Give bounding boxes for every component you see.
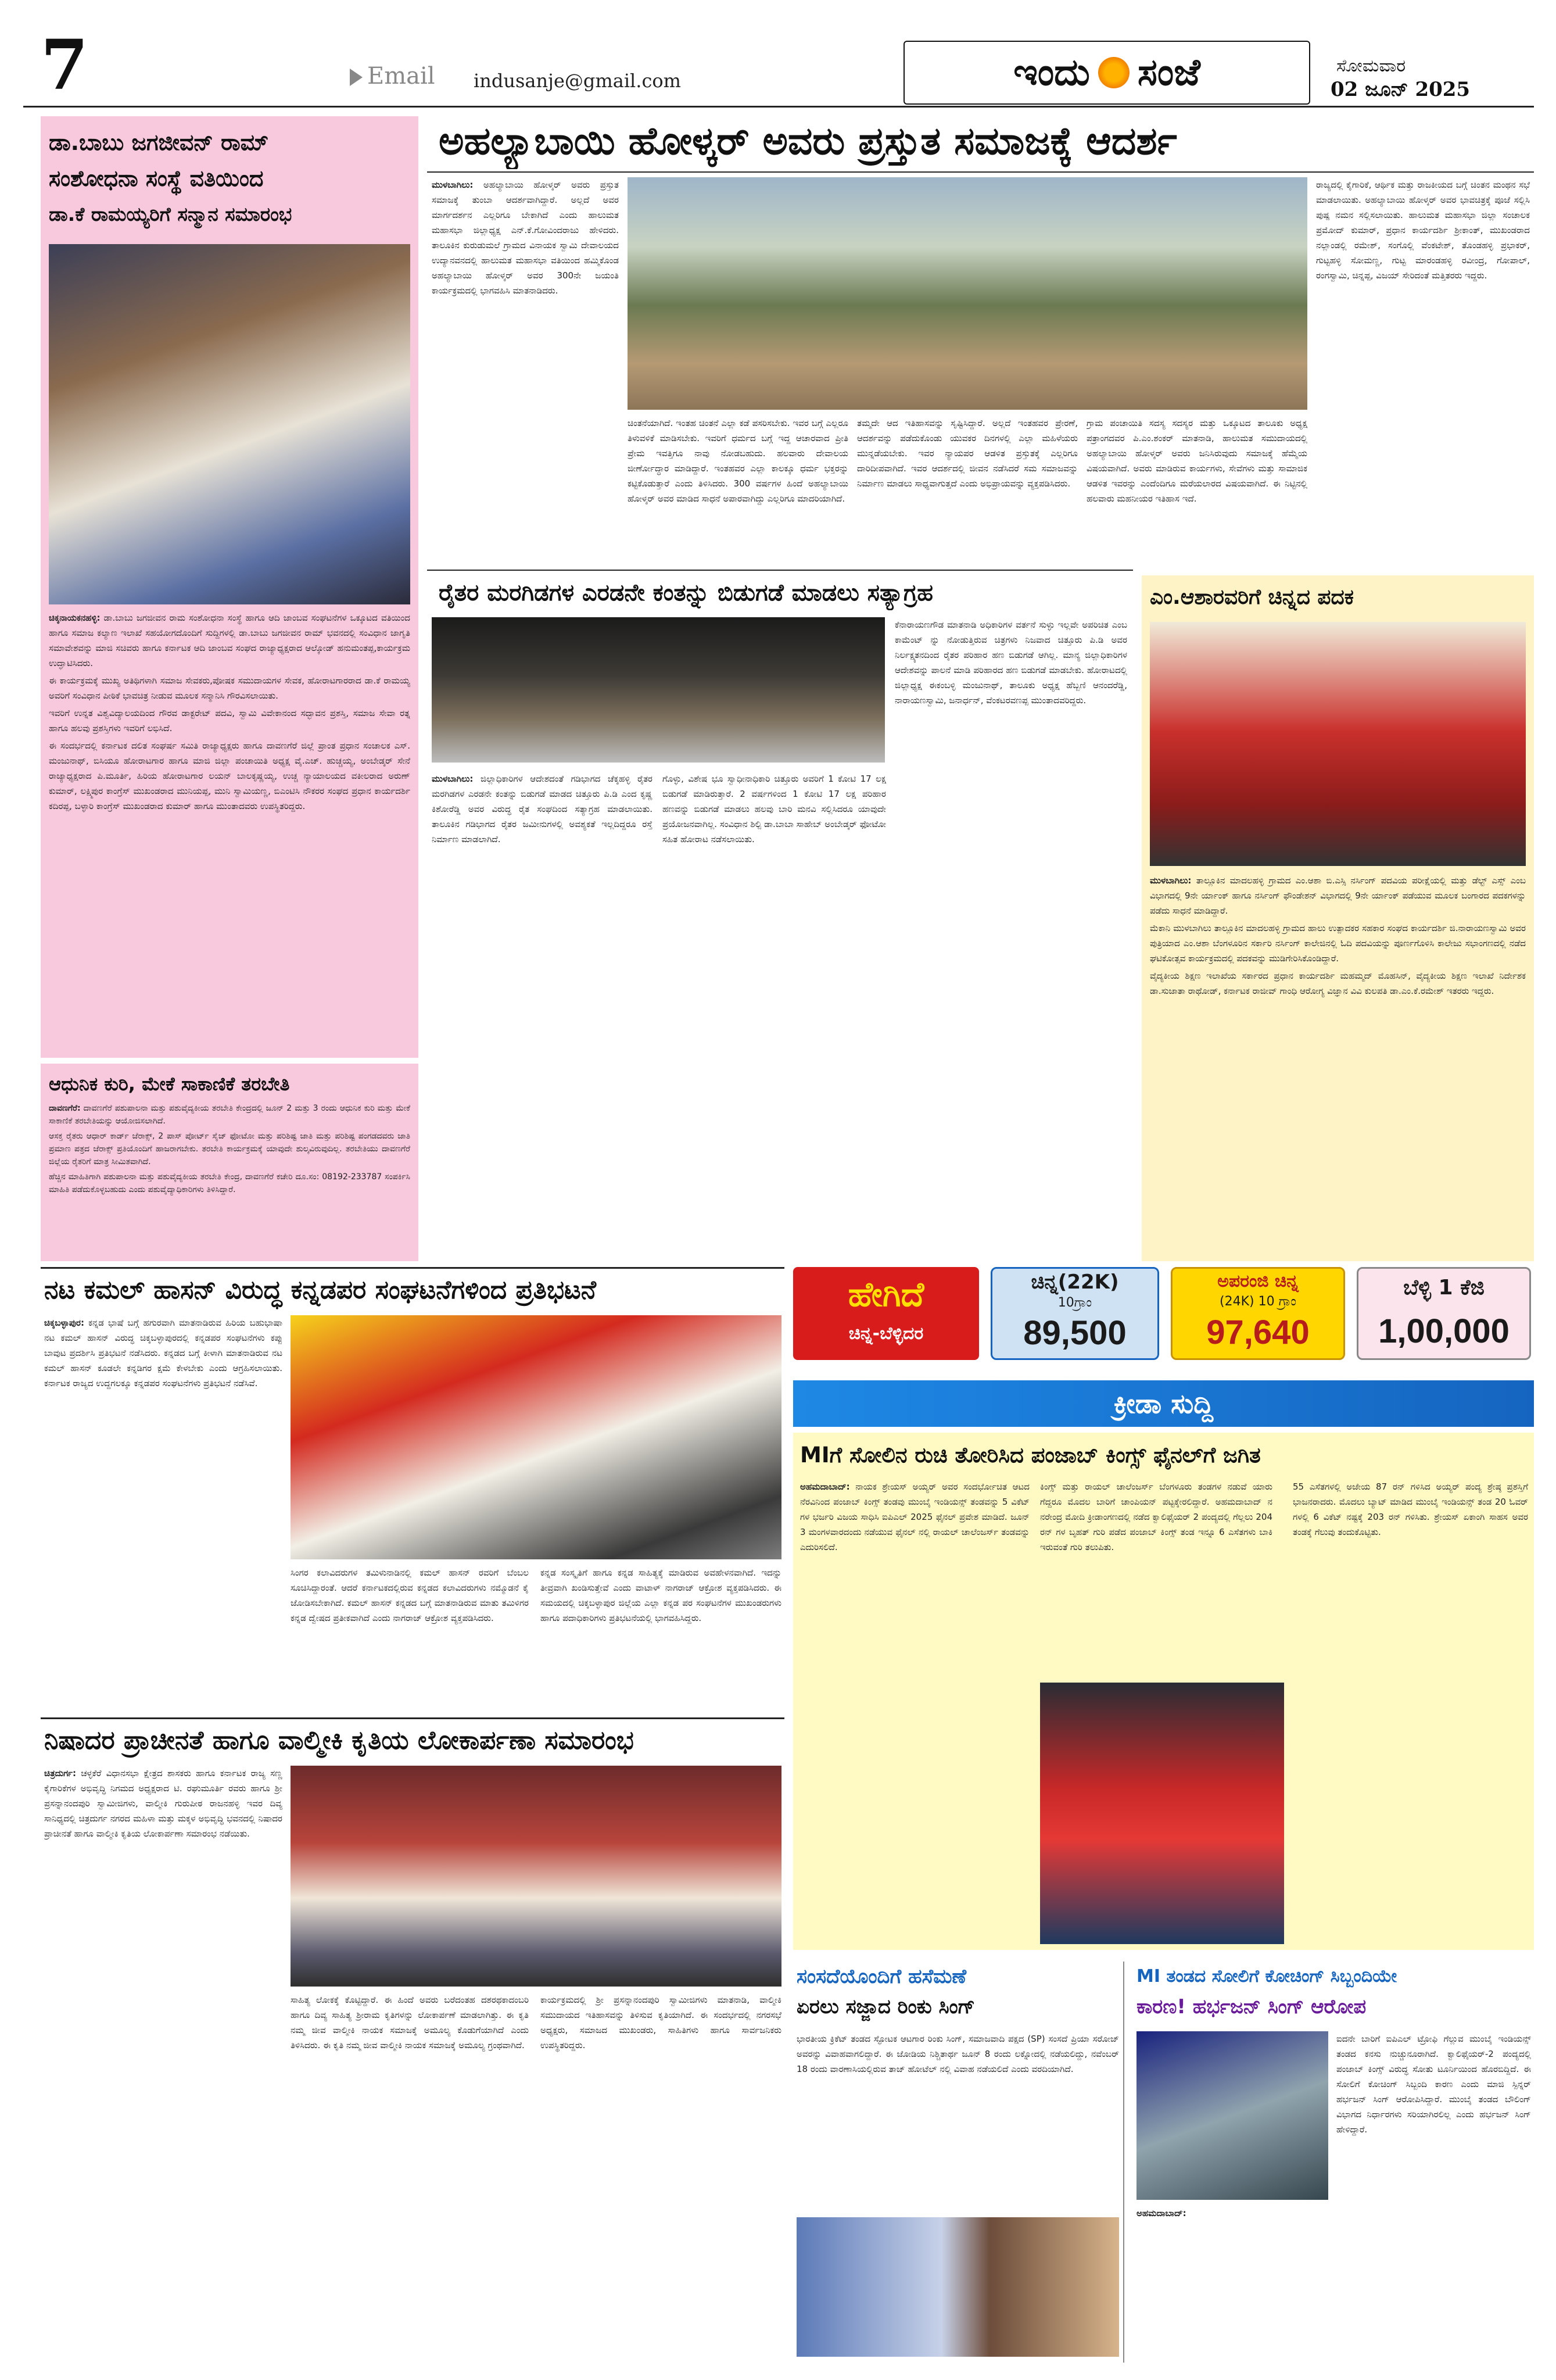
paragraph: ಕಾರ್ಯಕ್ರಮದಲ್ಲಿ ಶ್ರೀ ಪ್ರಸನ್ನಾನಂದಪುರಿ ಸ್ವಾಮೀಜಿಗಳು ಮಾತನಾಡಿ, ವಾಲ್ಮೀಕಿ ಸಮುದಾಯದ ಇತಿಹಾಸವನ್ನು ತಿಳಿಸುವ ಕೃತಿಯಾಗಿದೆ. ಈ ಸಂದರ್ಭದಲ್ಲಿ ನಗರಸಭೆ ಅಧ್ಯಕ್ಷರು, ಸಮಾಜದ ಮುಖಂಡರು, ಸಾಹಿತಿಗಳು ಹಾಗೂ ಸಾರ್ವಜನಿಕರು ಉಪಸ್ಥಿತರಿದ್ದರು. xyxy=(540,1995,781,2050)
rinku-body xyxy=(797,2031,1119,2211)
sports-main-story xyxy=(793,1433,1534,1950)
kamal-col1 xyxy=(44,1315,282,1710)
kamal-col3 xyxy=(540,1565,781,1710)
cricket-photo xyxy=(1040,1683,1284,1944)
valmiki-col1 xyxy=(44,1766,282,2358)
paragraph: ಈ ಸಂದರ್ಭದಲ್ಲಿ ಕರ್ನಾಟಕ ದಲಿತ ಸಂಘರ್ಷ ಸಮಿತಿ ರಾಜ್ಯಾಧ್ಯಕ್ಷರು ಹಾಗೂ ದಾವಣಗೆರೆ ಜಿಲ್ಲೆ ಪ್ರಾಂತ ಪ್ರಧಾನ ಸಂಚಾಲಕ ಎಸ್. ಮಂಜುನಾಥ್, ಬಿಸಿಯೂ ಹೋರಾಟಗಾರ ಹಾಗೂ ಮಾಜಿ ಜಿಲ್ಲಾ ಪಂಚಾಯಿತಿ ಅಧ್ಯಕ್ಷ ವೈ.ಎಚ್. ಹುಚ್ಚಯ್ಯ, ಅಂಬೇಡ್ಕರ್ ಸೇನೆ ರಾಜ್ಯಾಧ್ಯಕ್ಷರಾದ ಪಿ.ಮೂರ್ತಿ, ಹಿರಿಯ ಹೋರಾಟಗಾರ ಲಯನ್ ಬಾಲಕೃಷ್ಣಯ್ಯ, ಉಚ್ಚ ನ್ಯಾಯಾಲಯದ ವಕೀಲರಾದ ಅರುಣ್ ಕುಮಾರ್, ಲಕ್ಷ್ಮಿಪುರ ಕಾಂಗ್ರೆಸ್ ಮುಖಂಡರಾದ ಮುನಿಯಪ್ಪ, ಮುನಿ ಸ್ವಾಮಿಯಣ್ಣ, ಬಿಎಂಟಿಸಿ ನೌಕರರ ಸಂಘದ ಪ್ರಧಾನ ಕಾರ್ಯದರ್ಶಿ ಕದಿರಪ್ಪ, ಬಳ್ಳಾರಿ ಕಾಂಗ್ರೆಸ್ ಮುಖಂಡರಾದ ಕುಮಾರ್ ಹಾಗೂ ಮುಂತಾದವರು ಉಪಸ್ಥಿತರಿದ್ದರು. xyxy=(49,740,410,811)
rinku-story xyxy=(793,1962,1124,2363)
sports-title: ಕ್ರೀಡಾ ಸುದ್ದಿ xyxy=(1113,1388,1214,1419)
email-label: Email xyxy=(367,63,435,90)
valmiki-story xyxy=(41,1717,784,2363)
gold-medal-story xyxy=(1142,575,1534,1261)
masthead-day: ಸೋಮವಾರ xyxy=(1336,56,1406,76)
harbhajan-story xyxy=(1133,1962,1534,2363)
farmers-story xyxy=(427,570,1133,1261)
protest-photo xyxy=(432,617,885,763)
paragraph: ಈ ಕಾರ್ಯಕ್ರಮಕ್ಕೆ ಮುಖ್ಯ ಅತಿಥಿಗಳಾಗಿ ಸಮಾಜ ಸೇವಕರು,ಪೋಷಕ ಸಮುದಾಯಗಳ ಸೇವಕ, ಹೋರಾಟಗಾರರಾದ ಡಾ.ಕೆ ರಾಮಯ್ಯ ಅವರಿಗೆ ಸಂವಿಧಾನ ಪೀಠಿಕೆ ಭಾವಚಿತ್ರ ನೀಡುವ ಮೂಲಕ ಸನ್ಮಾನಿಸಿ ಗೌರವಿಸಲಾಯಿತು. xyxy=(49,675,410,701)
paragraph: ಚಿಂತನೆಯಾಗಿದೆ. ಇಂತಹ ಚಿಂತನೆ ಎಲ್ಲಾ ಕಡೆ ಪಸರಿಸಬೇಕು. ಇವರ ಬಗ್ಗೆ ಎಲ್ಲರೂ ತಿಳುವಳಿಕೆ ಮಾಡಿಸಬೇಕು. ಇವರಿಗೆ ಧರ್ಮದ ಬಗ್ಗೆ ಇದ್ದ ಆಚಾರವಾದ ಪ್ರೀತಿ ಪ್ರೇಮ ಇವತ್ತಿಗೂ ನಾವು ನೋಡಬಹುದು. ಹಲವಾರು ದೇವಾಲಯ ಜೀರ್ಣೋದ್ಧಾರ ಮಾಡಿದ್ದಾರೆ. ಇಂತಹವರ ಎಲ್ಲಾ ಕಾಲಕ್ಕೂ ಧರ್ಮ ಭಕ್ತರನ್ನು ಕಟ್ಟಿಕೊಡುತ್ತಾರೆ ಎಂದು ತಿಳಿಸಿದರು. 300 ವರ್ಷಗಳ ಹಿಂದೆ ಅಹಲ್ಯಾಬಾಯಿ ಹೋಳ್ಕರ್ ಅವರ ಮಾಡಿದ ಸಾಧನೆ ಅಪಾರವಾಗಿದ್ದು ಎಲ್ಲರಿಗೂ ಮಾದರಿಯಾಗಿದೆ. xyxy=(628,418,848,504)
gold-24k-title: ಅಪರಂಜಿ ಚಿನ್ನ xyxy=(1217,1271,1299,1291)
email-arrow-icon xyxy=(350,69,363,86)
dateline: ಚಿತ್ರದುರ್ಗ: xyxy=(44,1768,77,1778)
harbhajan-headline-2: ಕಾರಣ! ಹರ್ಭಜನ್ ಸಿಂಗ್ ಆರೋಪ xyxy=(1136,1995,1367,2018)
left-story-headline xyxy=(49,124,410,232)
gold-rates xyxy=(793,1267,1534,1372)
paragraph: ಸಾಹಿತ್ಯ ಲೋಕಕ್ಕೆ ಕೊಟ್ಟಿದ್ದಾರೆ. ಈ ಹಿಂದೆ ಅವರು ಬರೆದಂತಹ ದಶರಥಕಾದಂಬರಿ ಹಾಗೂ ದಿವ್ಯ ಸಾಹಿತ್ಯ ಶ್ರೀರಾಮ ಕೃತಿಗಳನ್ನು ಲೋಕಾರ್ಪಣೆ ಮಾಡಲಾಗಿತ್ತು. ಈ ಕೃತಿ ನಮ್ಮ ಜೀವ ವಾಲ್ಮೀಕಿ ನಾಯಕ ಸಮಾಜಕ್ಕೆ ಅಮೂಲ್ಯ ಕೊಡುಗೆಯಾಗಿದೆ ಎಂದು ತಿಳಿಸಿದರು. ಈ ಕೃತಿ ನಮ್ಮ ಜೀವ ವಾಲ್ಮೀಕಿ ನಾಯಕ ಸಮಾಜಕ್ಕೆ ಅಮೂಲ್ಯ ಗ್ರಂಥವಾಗಿದೆ. xyxy=(291,1995,529,2050)
paragraph: ಅಹಲ್ಯಾಬಾಯಿ ಹೋಳ್ಕರ್ ಅವರು ಪ್ರಸ್ತುತ ಸಮಾಜಕ್ಕೆ ತುಂಬಾ ಆದರ್ಶವಾಗಿದ್ದಾರೆ. ಅಲ್ಲದೆ ಅವರ ಮಾರ್ಗದರ್ಶನ ಎಲ್ಲರಿಗೂ ಬೇಕಾಗಿದೆ ಎಂದು ಹಾಲುಮತ ಮಹಾಸಭಾ ಜಿಲ್ಲಾಧ್ಯಕ್ಷ ಎನ್.ಕೆ.ಗೋವಿಂದರಾಜು ಹೇಳಿದರು. ತಾಲೂಕಿನ ಕುರುಡುಮಲೆ ಗ್ರಾಮದ ವಿನಾಯಕ ಸ್ವಾಮಿ ದೇವಾಲಯದ ಉದ್ಯಾನವನದಲ್ಲಿ ಹಾಲುಮತ ಮಹಾಸಭಾ ವತಿಯಿಂದ ಹಮ್ಮಿಕೊಂಡ ಅಹಲ್ಯಾಬಾಯಿ ಹೋಳ್ಕರ್ ಅವರ 300ನೇ ಜಯಂತಿ ಕಾರ್ಯಕ್ರಮದಲ್ಲಿ ಭಾಗವಹಿಸಿ ಮಾತನಾಡಿದರು. xyxy=(432,180,619,296)
dateline: ಚಿಕ್ಕಬಳ್ಳಾಪುರ: xyxy=(44,1318,84,1328)
paragraph: ರಾಜ್ಯದಲ್ಲಿ ಕೈಗಾರಿಕೆ, ಆರ್ಥಿಕ ಮತ್ತು ರಾಜಕೀಯದ ಬಗ್ಗೆ ಚಿಂತನ ಮಂಥನ ಸಭೆ ಮಾಡಲಾಯಿತು. ಅಹಲ್ಯಾಬಾಯಿ ಹೋಳ್ಕರ್ ಅವರ ಭಾವಚಿತ್ರಕ್ಕೆ ಪೂಜೆ ಸಲ್ಲಿಸಿ ಪುಷ್ಪ ನಮನ ಸಲ್ಲಿಸಲಾಯಿತು. ಹಾಲುಮತ ಮಹಾಸಭಾ ಜಿಲ್ಲಾ ಸಂಚಾಲಕ ಪ್ರಮೋದ್ ಕುಮಾರ್, ಪ್ರಧಾನ ಕಾರ್ಯದರ್ಶಿ ಶ್ರೀಕಾಂತ್, ಮುಖಂಡರಾದ ನಲ್ಲಾಂಡಲ್ಲಿ ರಮೇಶ್, ಸಂಗೊಲ್ಲಿ ವೆಂಕಟೇಶ್, ತೊಂಡಹಳ್ಳಿ ಪ್ರಭಾಕರ್, ಗುಟ್ಟಹಳ್ಳಿ ಸೋಮಣ್ಣ, ಗುಟ್ಟ ಮಾರಂಡಹಳ್ಳಿ ರವೀಂದ್ರ, ಗೋಪಾಲ್, ರಂಗಸ್ವಾಮಿ, ಚಿನ್ನಪ್ಪ, ವಿಜಯ್ ಸೇರಿದಂತೆ ಮತ್ತಿತರರು ಇದ್ದರು. xyxy=(1316,180,1530,281)
logo-left: ಇಂದು xyxy=(1013,51,1090,94)
training-story xyxy=(41,1064,418,1261)
top-story-col3 xyxy=(857,416,1078,561)
gold-22k-box xyxy=(991,1267,1159,1360)
sports-main-headline: MIಗೆ ಸೋಲಿನ ರುಚಿ ತೋರಿಸಿದ ಪಂಜಾಬ್ ಕಿಂಗ್ಸ್ ಫೈನಲ್‌ಗೆ ಜಗಿತ xyxy=(800,1443,1261,1468)
top-story-col5 xyxy=(1316,177,1530,561)
valmiki-col2 xyxy=(291,1992,529,2358)
dateline: ಅಹಮದಾಬಾದ್: xyxy=(800,1481,850,1492)
dateline: ದಾವಣಗೆರೆ: xyxy=(49,1104,81,1113)
top-story-col1 xyxy=(432,177,619,561)
paragraph: ಕನ್ನಡ ಭಾಷೆ ಬಗ್ಗೆ ಹಗುರವಾಗಿ ಮಾತನಾಡಿರುವ ಹಿರಿಯ ಬಹುಭಾಷಾ ನಟ ಕಮಲ್ ಹಾಸನ್ ವಿರುದ್ಧ ಚಿಕ್ಕಬಳ್ಳಾಪುರದಲ್ಲಿ ಕನ್ನಡಪರ ಸಂಘಟನೆಗಳು ಕಪ್ಪು ಬಾವುಟ ಪ್ರದರ್ಶಿಸಿ ಪ್ರತಿಭಟನೆ ನಡೆಸಿದರು. ಕನ್ನಡದ ಬಗ್ಗೆ ಕೀಳಾಗಿ ಮಾತನಾಡಿರುವ ನಟ ಕಮಲ್ ಹಾಸನ್ ಕೂಡಲೇ ಕನ್ನಡಿಗರ ಕ್ಷಮೆ ಕೇಳಬೇಕು ಎಂದು ಆಗ್ರಹಿಸಲಾಯಿತು. ಕರ್ನಾಟಕ ರಾಜ್ಯದ ಉದ್ದಗಲಕ್ಕೂ ಕನ್ನಡಪರ ಸಂಘಟನೆಗಳು ಪ್ರತಿಭಟನೆ ನಡೆಸಿವೆ. xyxy=(44,1318,282,1388)
rinku-headline-1: ಸಂಸದೆಯೊಂದಿಗೆ ಹಸೆಮಣೆ xyxy=(797,1965,967,1988)
sports-main-col1 xyxy=(800,1479,1030,1944)
valmiki-col3 xyxy=(540,1992,781,2358)
silver-value: 1,00,000 xyxy=(1378,1312,1510,1350)
harbhajan-photo xyxy=(1136,2031,1328,2200)
sports-title-bar xyxy=(793,1380,1534,1427)
rinku-headline-2: ಏರಲು ಸಜ್ಜಾದ ರಿಂಕು ಸಿಂಗ್ xyxy=(797,1995,976,2018)
kamal-headline: ನಟ ಕಮಲ್ ಹಾಸನ್ ವಿರುದ್ಧ ಕನ್ನಡಪರ ಸಂಘಟನೆಗಳಿಂದ ಪ್ರತಿಭಟನೆ xyxy=(44,1275,596,1305)
paragraph: ಆಸಕ್ತ ರೈತರು ಆಧಾರ್ ಕಾರ್ಡ್ ಜೆರಾಕ್ಸ್, 2 ಪಾಸ್ ಪೋರ್ಟ್ ಸೈಜ್ ಫೋಟೋ ಮತ್ತು ಪರಿಶಿಷ್ಟ ಜಾತಿ ಮತ್ತು ಪರಿಶಿಷ್ಟ ಪಂಗಡದವರು ಜಾತಿ ಪ್ರಮಾಣ ಪತ್ರದ ಜೆರಾಕ್ಸ್ ಪ್ರತಿಯೊಂದಿಗೆ ಹಾಜರಾಗಬೇಕು. ತರಬೇತಿ ಕಾರ್ಯಕ್ರಮಕ್ಕೆ ಯಾವುದೇ ಶುಲ್ಕವಿರುವುದಿಲ್ಲ. ತರಬೇತಿಯು ದಾವಣಗೆರೆ ಜಿಲ್ಲೆಯ ರೈತರಿಗೆ ಮಾತ್ರ ಸೀಮಿತವಾಗಿದೆ. xyxy=(49,1132,410,1166)
kamal-protest-photo xyxy=(291,1315,781,1559)
sports-section xyxy=(793,1380,1534,2363)
farmers-headline: ರೈತರ ಮರಗಿಡಗಳ ಎರಡನೇ ಕಂತನ್ನು ಬಿಡುಗಡೆ ಮಾಡಲು ಸತ್ಯಾಗ್ರಹ xyxy=(439,579,933,606)
headline-line: ಡಾ.ಕೆ ರಾಮಯ್ಯರಿಗೆ ಸನ್ಮಾನ ಸಮಾರಂಭ xyxy=(49,203,292,226)
paragraph: ಹೆಚ್ಚಿನ ಮಾಹಿತಿಗಾಗಿ ಪಶುಪಾಲನಾ ಮತ್ತು ಪಶುವೈದ್ಯಕೀಯ ತರಬೇತಿ ಕೇಂದ್ರ, ದಾವಣಗೆರೆ ಕಚೇರಿ ದೂ.ಸಂ: 08192-233787 ಸಂಪರ್ಕಿಸಿ ಮಾಹಿತಿ ಪಡೆದುಕೊಳ್ಳಬಹುದು ಎಂದು ಪಶುವೈದ್ಯಾಧಿಕಾರಿಗಳು ತಿಳಿಸಿದ್ದಾರೆ. xyxy=(49,1172,410,1194)
email-address: indusanje@gmail.com xyxy=(474,70,681,92)
kamal-col2 xyxy=(291,1565,529,1710)
paragraph: ಚಳ್ಳಕೆರೆ ವಿಧಾನಸಭಾ ಕ್ಷೇತ್ರದ ಶಾಸಕರು ಹಾಗೂ ಕರ್ನಾಟಕ ರಾಜ್ಯ ಸಣ್ಣ ಕೈಗಾರಿಕೆಗಳ ಅಭಿವೃದ್ಧಿ ನಿಗಮದ ಅಧ್ಯಕ್ಷರಾದ ಟಿ. ರಘುಮೂರ್ತಿ ರವರು ಹಾಗೂ ಶ್ರೀ ಪ್ರಸನ್ನಾನಂದಪುರಿ ಸ್ವಾಮೀಜಿಗಳು, ವಾಲ್ಮೀಕಿ ಗುರುಪೀಠ ರಾಜನಹಳ್ಳಿ ಇವರ ದಿವ್ಯ ಸಾನಿಧ್ಯದಲ್ಲಿ ಚಿತ್ರದುರ್ಗ ನಗರದ ಮಹಿಳಾ ಮತ್ತು ಮಕ್ಕಳ ಅಭಿವೃದ್ಧಿ ಭವನದಲ್ಲಿ ನಿಷಾದರ ಪ್ರಾಚೀನತೆ ಹಾಗೂ ವಾಲ್ಮೀಕಿ ಕೃತಿಯ ಲೋಕಾರ್ಪಣಾ ಸಮಾರಂಭ ನಡೆಯಿತು. xyxy=(44,1768,282,1839)
gold-22k-value: 89,500 xyxy=(1023,1314,1127,1352)
paragraph: ನಾಯಕ ಶ್ರೇಯಸ್ ಅಯ್ಯರ್ ಅವರ ಸಂದರ್ಭೋಚಿತ ಆಟದ ನೆರವಿನಿಂದ ಪಂಜಾಬ್ ಕಿಂಗ್ಸ್ ತಂಡವು ಮುಂಬೈ ಇಂಡಿಯನ್ಸ್ ತಂಡವನ್ನು 5 ವಿಕೆಟ್ ಗಳ ಭರ್ಜರಿ ವಿಜಯ ಸಾಧಿಸಿ ಐಪಿಎಲ್ 2025 ಫೈನಲ್ ಪ್ರವೇಶ ಮಾಡಿದೆ. ಜೂನ್ 3 ಮಂಗಳವಾರದಂದು ನಡೆಯುವ ಫೈನಲ್ ನಲ್ಲಿ ರಾಯಲ್ ಚಾಲೆಂಜರ್ಸ್ ತಂಡವನ್ನು ಎದುರಿಸಲಿದೆ. xyxy=(800,1481,1030,1552)
logo xyxy=(904,41,1310,105)
paragraph: ಐದನೇ ಬಾರಿಗೆ ಐಪಿಎಲ್ ಟ್ರೋಫಿ ಗೆಲ್ಲುವ ಮುಂಬೈ ಇಂಡಿಯನ್ಸ್ ತಂಡದ ಕನಸು ನುಚ್ಚುನೂರಾಗಿದೆ. ಕ್ವಾಲಿಫೈಯರ್-2 ಪಂದ್ಯದಲ್ಲಿ ಪಂಜಾಬ್ ಕಿಂಗ್ಸ್ ವಿರುದ್ಧ ಸೋತು ಟೂರ್ನಿಯಿಂದ ಹೊರಬಿದ್ದಿದೆ. ಈ ಸೋಲಿಗೆ ಕೋಚಿಂಗ್ ಸಿಬ್ಬಂದಿ ಕಾರಣ ಎಂದು ಮಾಜಿ ಸ್ಪಿನ್ನರ್ ಹರ್ಭಜನ್ ಸಿಂಗ್ ಆರೋಪಿಸಿದ್ದಾರೆ. ಮುಂಬೈ ತಂಡದ ಬೌಲಿಂಗ್ ವಿಭಾಗದ ನಿರ್ಧಾರಗಳು ಸರಿಯಾಗಿರಲಿಲ್ಲ ಎಂದು ಹರ್ಭಜನ್ ಸಿಂಗ್ ಹೇಳಿದ್ದಾರೆ. xyxy=(1336,2034,1531,2135)
paragraph: ಕನ್ನಡ ಸಂಸ್ಕೃತಿಗೆ ಹಾಗೂ ಕನ್ನಡ ಸಾಹಿತ್ಯಕ್ಕೆ ಮಾಡಿರುವ ಅವಹೇಳನವಾಗಿದೆ. ಇದನ್ನು ತೀವ್ರವಾಗಿ ಖಂಡಿಸುತ್ತೇವೆ ಎಂದು ವಾಟಾಳ್ ನಾಗರಾಜ್ ಆಕ್ರೋಶ ವ್ಯಕ್ತಪಡಿಸಿದರು. ಈ ಸಮಯದಲ್ಲಿ ಚಿಕ್ಕಬಳ್ಳಾಪುರ ಜಿಲ್ಲೆಯ ಎಲ್ಲಾ ಕನ್ನಡ ಪರ ಸಂಘಟನೆಗಳ ಮುಖಂಡರುಗಳು ಹಾಗೂ ಪದಾಧಿಕಾರಿಗಳು ಪ್ರತಿಭಟನೆಯಲ್ಲಿ ಭಾಗವಹಿಸಿದ್ದರು. xyxy=(540,1567,781,1623)
paragraph: ದಾವಣಗೆರೆ ಪಶುಪಾಲನಾ ಮತ್ತು ಪಶುವೈದ್ಯಕೀಯ ತರಬೇತಿ ಕೇಂದ್ರದಲ್ಲಿ ಜೂನ್ 2 ಮತ್ತು 3 ರಂದು ಆಧುನಿಕ ಕುರಿ ಮತ್ತು ಮೇಕೆ ಸಾಕಾಣಿಕೆ ತರಬೇತಿಯನ್ನು ಆಯೋಜಿಸಲಾಗಿದೆ. xyxy=(49,1104,410,1126)
paragraph: ಇವರಿಗೆ ಉನ್ನತ ವಿಶ್ವವಿದ್ಯಾಲಯದಿಂದ ಗೌರವ ಡಾಕ್ಟರೇಟ್ ಪದವಿ, ಸ್ವಾಮಿ ವಿವೇಕಾನಂದ ಸದ್ಭಾವನ ಪ್ರಶಸ್ತಿ, ಸಮಾಜ ಸೇವಾ ರತ್ನ ಹಾಗೂ ಹಲವು ಪ್ರಶಸ್ತಿಗಳು ಇವರಿಗೆ ಲಭಿಸಿದೆ. xyxy=(49,708,410,733)
gold-medal-headline: ಎಂ.ಆಶಾರವರಿಗೆ ಚಿನ್ನದ ಪದಕ xyxy=(1150,585,1354,609)
gold-24k-unit: (24K) 10 ಗ್ರಾಂ xyxy=(1220,1294,1296,1309)
top-story-headline: ಅಹಲ್ಯಾಬಾಯಿ ಹೋಳ್ಕರ್ ಅವರು ಪ್ರಸ್ತುತ ಸಮಾಜಕ್ಕೆ ಆದರ್ಶ xyxy=(439,119,1177,163)
valmiki-headline: ನಿಷಾದರ ಪ್ರಾಚೀನತೆ ಹಾಗೂ ವಾಲ್ಮೀಕಿ ಕೃತಿಯ ಲೋಕಾರ್ಪಣಾ ಸಮಾರಂಭ xyxy=(44,1726,634,1755)
graduation-photo xyxy=(1150,622,1526,866)
top-story-col4 xyxy=(1087,177,1307,561)
paragraph: ಡಾ.ಬಾಬು ಜಗಜೀವನ ರಾಮ ಸಂಶೋಧನಾ ಸಂಸ್ಥೆ ಹಾಗೂ ಆದಿ ಜಾಂಬವ ಸಂಘಟನೆಗಳ ಒಕ್ಕೂಟದ ವತಿಯಿಂದ ಹಾಗೂ ಸಮಾಜ ಕಲ್ಯಾಣ ಇಲಾಖೆ ಸಹಯೋಗದೊಂದಿಗೆ ಸುದ್ದಿಗಳಲ್ಲಿ ಡಾ.ಬಾಬು ಜಗಜೀವನ ರಾಮ್ ಭವನದಲ್ಲಿ ಸಂವಿಧಾನ ಜಾಗೃತಿ ಸಮಾವೇಶವನ್ನು ಮಾಜಿ ಸಚಿವರು ಹಾಗೂ ಕರ್ನಾಟಕ ಆದಿ ಜಾಂಬವ ಸಂಘದ ರಾಜ್ಯಾಧ್ಯಕ್ಷರಾದ ಆಲ್ಕೋಡ್ ಹನುಮಂತಪ್ಪ,ಕಾರ್ಯಕ್ರಮ ಉದ್ಘಾಟಿಸಿದರು. xyxy=(49,613,410,668)
paragraph: ಕಿಂಗ್ಸ್ ಮತ್ತು ರಾಯಲ್ ಚಾಲೆಂಜರ್ಸ್ ಬೆಂಗಳೂರು ತಂಡಗಳ ನಡುವೆ ಯಾರು ಗೆದ್ದರೂ ಮೊದಲ ಬಾರಿಗೆ ಚಾಂಪಿಯನ್ ಪಟ್ಟಕ್ಕೇರಲಿದ್ದಾರೆ. ಅಹಮದಾಬಾದ್ ನ ನರೇಂದ್ರ ಮೋದಿ ಕ್ರೀಡಾಂಗಣದಲ್ಲಿ ನಡೆದ ಕ್ವಾಲಿಫೈಯರ್ 2 ಪಂದ್ಯದಲ್ಲಿ ಗೆಲ್ಲಲು 204 ರನ್ ಗಳ ಬೃಹತ್ ಗುರಿ ಪಡೆದ ಪಂಜಾಬ್ ಕಿಂಗ್ಸ್ ತಂಡ ಇನ್ನೂ 6 ಎಸೆತಗಳು ಬಾಕಿ ಇರುವಂತೆ ಗುರಿ ತಲುಪಿತು. xyxy=(1040,1481,1272,1552)
rates-subtitle: ಚಿನ್ನ-ಬೆಳ್ಳಿದರ xyxy=(848,1323,924,1344)
kamal-story xyxy=(41,1267,784,1715)
paragraph: ಗ್ರಾಮ ಪಂಚಾಯಿತಿ ಸದಸ್ಯ ಸದಸ್ಯರ ಮತ್ತು ಒಕ್ಕೂಟದ ತಾಲೂಕು ಅಧ್ಯಕ್ಷ ಪತ್ರಾಂಗದವರ ಪಿ.ಎಂ.ಶಂಕರ್ ಮಾತನಾಡಿ, ಹಾಲುಮತ ಸಮುದಾಯದಲ್ಲಿ ಅಹಲ್ಯಾಬಾಯಿ ಹೋಳ್ಕರ್ ಅವರು ಜನಿಸಿರುವುದು ಸಮಾಜಕ್ಕೆ ಹೆಮ್ಮೆಯ ವಿಷಯವಾಗಿದೆ. ಅವರು ಮಾಡಿರುವ ಕಾರ್ಯಗಳು, ಸೇವೆಗಳು ಮತ್ತು ಸಾಮಾಜಿಕ ಆಡಳಿತ ಇವರನ್ನು ಎಂದೆಂದಿಗೂ ಮರೆಯಲಾರದ ವಿಷಯವಾಗಿದೆ. ಈ ನಿಟ್ಟಿನಲ್ಲಿ ಹಲವಾರು ಮಹನೀಯರ ಇತಿಹಾಸ ಇದೆ. xyxy=(1087,418,1307,504)
sports-main-col2 xyxy=(1040,1479,1272,1677)
dateline: ಮುಳಬಾಗಿಲು: xyxy=(432,774,474,784)
silver-title: ಬೆಳ್ಳಿ 1 ಕೆಜಿ xyxy=(1403,1276,1485,1300)
harbhajan-body-col1 xyxy=(1136,2206,1328,2357)
rates-title-box xyxy=(793,1267,979,1360)
paragraph: ಜಿಲ್ಲಾಧಿಕಾರಿಗಳ ಆದೇಶದಂತೆ ಗಡಿಭಾಗದ ಚೆಕ್ಕಹಳ್ಳಿ ರೈತರ ಮರಗಿಡಗಳ ಎರಡನೇ ಕಂತನ್ನು ಬಿಡುಗಡೆ ಮಾಡದ ಚಿತ್ತೂರು ಪಿ.ಡಿ ಎಂದ ಕೃಷ್ಣ ಕಿಶೋರೆಡ್ಡಿ ಅವರ ವಿರುದ್ಧ ರೈತ ಸಂಘದಿಂದ ಸತ್ಯಾಗ್ರಹ ಮಾಡಲಾಯಿತು. ತಾಲೂಕಿನ ಗಡಿಭಾಗದ ರೈತರ ಜಮೀನುಗಳಲ್ಲಿ ಅವಶ್ಯಕತೆ ಇಲ್ಲದಿದ್ದರೂ ರಸ್ತೆ ನಿರ್ಮಾಣ ಮಾಡಲಾಗಿದೆ. xyxy=(432,774,652,844)
ceremony-photo xyxy=(49,244,410,604)
top-story-col2 xyxy=(628,416,848,561)
paragraph: ಗೊಳ್ಳು, ವಿಶೇಷ ಭೂ ಸ್ವಾಧೀನಾಧಿಕಾರಿ ಚಿತ್ತೂರು ಅವರಿಗೆ 1 ಕೋಟಿ 17 ಲಕ್ಷ ಬಿಡುಗಡೆ ಮಾಡಿರುತ್ತಾರೆ. 2 ವರ್ಷಗಳಿಂದ 1 ಕೋಟಿ 17 ಲಕ್ಷ ಪರಿಹಾರ ಹಣವನ್ನು ಬಿಡುಗಡೆ ಮಾಡಲು ಹಲವು ಬಾರಿ ಮನವಿ ಸಲ್ಲಿಸಿದರೂ ಯಾವುದೇ ಪ್ರಯೋಜನವಾಗಿಲ್ಲ. ಸಂವಿಧಾನ ಶಿಲ್ಪಿ ಡಾ.ಬಾಬಾ ಸಾಹೇಬ್ ಅಂಬೇಡ್ಕರ್ ಫೋಟೋ ಸಹಿತ ಹೋರಾಟ ನಡೆಸಲಾಯಿತು. xyxy=(662,774,886,844)
silver-box xyxy=(1357,1267,1531,1360)
rinku-photo xyxy=(797,2217,1119,2357)
dateline: ಚಿಕ್ಕನಾಯಕನಹಳ್ಳಿ: xyxy=(49,613,101,623)
divider xyxy=(427,171,1534,173)
logo-right: ಸಂಜೆ xyxy=(1137,51,1200,94)
logo-sun-icon xyxy=(1098,57,1130,88)
farmers-col3 xyxy=(895,617,1127,1254)
book-launch-photo xyxy=(291,1766,781,1987)
training-body xyxy=(49,1102,410,1259)
gold-24k-value: 97,640 xyxy=(1206,1314,1310,1351)
paragraph: ವೈದ್ಯಕೀಯ ಶಿಕ್ಷಣ ಇಲಾಖೆಯ ಸರ್ಕಾರದ ಪ್ರಧಾನ ಕಾರ್ಯದರ್ಶಿ ಮಹಮ್ಮದ್ ಮೊಹಸಿನ್, ವೈದ್ಯಕೀಯ ಶಿಕ್ಷಣ ಇಲಾಖೆ ನಿರ್ದೇಶಕ ಡಾ.ಸುಜಾತಾ ರಾಥೋಡ್, ಕರ್ನಾಟಕ ರಾಜೀವ್ ಗಾಂಧಿ ಆರೋಗ್ಯ ವಿಜ್ಞಾನ ವಿವಿ ಕುಲಪತಿ ಡಾ.ಎಂ.ಕೆ.ರಮೇಶ್ ಇತರರು ಇದ್ದರು. xyxy=(1150,971,1526,996)
top-story xyxy=(427,113,1534,567)
dateline: ಮುಳಬಾಗಿಲು: xyxy=(1150,875,1192,886)
harbhajan-headline-1: MI ತಂಡದ ಸೋಲಿಗೆ ಕೋಚಿಂಗ್ ಸಿಬ್ಬಂದಿಯೇ xyxy=(1136,1966,1397,1987)
paragraph: ತಮ್ಮದೇ ಆದ ಇತಿಹಾಸವನ್ನು ಸೃಷ್ಟಿಸಿದ್ದಾರೆ. ಅಲ್ಲದೆ ಇಂತಹವರ ಪ್ರೇರಣೆ, ಆದರ್ಶವನ್ನು ಪಡೆದುಕೊಂಡು ಯುವಕರ ದಿನಗಳಲ್ಲಿ ಎಲ್ಲಾ ಮಹಿಳೆಯರು ಮುನ್ನಡೆಯಬೇಕು. ಇವರ ನ್ಯಾಯಪರ ಆಡಳಿತ ಪ್ರಸ್ತುತಕ್ಕೆ ಎಲ್ಲರಿಗೂ ದಾರಿದೀಪವಾಗಿದೆ. ಇವರ ಆದರ್ಶದಲ್ಲಿ ಜೀವನ ನಡೆಸಿದರೆ ಸಮ ಸಮಾಜವನ್ನು ನಿರ್ಮಾಣ ಮಾಡಲು ಸಾಧ್ಯವಾಗುತ್ತದೆ ಎಂದು ಅಭಿಪ್ರಾಯವನ್ನು ವ್ಯಕ್ತಪಡಿಸಿದರು. xyxy=(857,418,1078,489)
farmers-col2 xyxy=(662,771,886,1254)
headline-line: ಸಂಶೋಧನಾ ಸಂಸ್ಥೆ ವತಿಯಿಂದ xyxy=(49,166,264,191)
paragraph: ತಾಲ್ಲೂಕಿನ ಮಾದಲಹಳ್ಳಿ ಗ್ರಾಮದ ಎಂ.ಆಶಾ ಬಿ.ಎಸ್ಸಿ ನರ್ಸಿಂಗ್ ಪದವಿಯ ಪರೀಕ್ಷೆಯಲ್ಲಿ ಮತ್ತು ಡೆಲ್ಟ್ ಎಸ್ಸ್ ಎಂಬ ವಿಭಾಗದಲ್ಲಿ 9ನೇ ರ್ಯಾಂಕ್ ಹಾಗೂ ನರ್ಸಿಂಗ್ ಫೌಂಡೇಶನ್ ವಿಭಾಗದಲ್ಲಿ 9ನೇ ರ್ಯಾಂಕ್ ಪಡೆಯುವ ಮೂಲಕ ಬಂಗಾರದ ಪದಕಗಳನ್ನು ಪಡೆದು ಸಾಧನೆ ಮಾಡಿದ್ದಾರೆ. xyxy=(1150,875,1526,916)
farmers-col1 xyxy=(432,771,652,1254)
gold-22k-unit: 10ಗ್ರಾಂ xyxy=(1057,1295,1092,1310)
paragraph: 55 ಎಸೆತಗಳಲ್ಲಿ ಅಜೇಯ 87 ರನ್ ಗಳಿಸಿದ ಅಯ್ಯರ್ ಪಂದ್ಯ ಶ್ರೇಷ್ಠ ಪ್ರಶಸ್ತಿಗೆ ಭಾಜನರಾದರು. ಮೊದಲು ಬ್ಯಾಟ್ ಮಾಡಿದ ಮುಂಬೈ ಇಂಡಿಯನ್ಸ್ ತಂಡ 20 ಓವರ್ ಗಳಲ್ಲಿ 6 ವಿಕೆಟ್ ನಷ್ಟಕ್ಕೆ 203 ರನ್ ಗಳಿಸಿತು. ಶ್ರೇಯಸ್ ಏಕಾಂಗಿ ಸಾಹಸ ಅವರ ತಂಡಕ್ಕೆ ಗೆಲುವು ತಂದುಕೊಟ್ಟಿತು. xyxy=(1293,1481,1528,1537)
harbhajan-body-col2 xyxy=(1336,2031,1531,2357)
rates-title: ಹೇಗಿದೆ xyxy=(848,1275,924,1314)
page-number: 7 xyxy=(41,24,89,105)
masthead-date: 02 ಜೂನ್ 2025 xyxy=(1331,78,1471,101)
sports-main-col3 xyxy=(1293,1479,1528,1944)
masthead-rule xyxy=(23,106,1534,108)
dateline: ಮುಳಬಾಗಿಲು: xyxy=(432,180,474,190)
paragraph: ಕೆನಾರಾಯಣಗೌಡ ಮಾತನಾಡಿ ಅಧಿಕಾರಿಗಳ ವರ್ತನೆ ಸುಳ್ಳು ಇಲ್ಲವೇ ಅಪರಿಚಿತ ಎಂಬ ಕಾಮೆಂಟ್ ನ್ನು ನೋಡುತ್ತಿರುವ ಚಿತ್ರಗಳು ನಿಜವಾದ ಚಿತ್ತೂರು ಪಿ.ಡಿ ಅವರ ನಿರ್ಲಕ್ಷ್ಯತನದಿಂದ ರೈತರ ಪರಿಹಾರ ಹಣ ಬಿಡುಗಡೆ ಆಗಿಲ್ಲ. ಮಾನ್ಯ ಜಿಲ್ಲಾಧಿಕಾರಿಗಳ ಆದೇಶವನ್ನು ಪಾಲನೆ ಮಾಡಿ ಪರಿಹಾರದ ಹಣ ಬಿಡುಗಡೆ ಮಾಡಬೇಕು. ಹೋರಾಟದಲ್ಲಿ ಜಿಲ್ಲಾಧ್ಯಕ್ಷ ಈಕಂಬಳ್ಳಿ ಮಂಜುನಾಥ್, ತಾಲೂಕು ಅಧ್ಯಕ್ಷ ಹೆಬ್ಬಣಿ ಆನಂದರೆಡ್ಡಿ, ನಾರಾಯಣಸ್ವಾಮಿ, ಜನಾರ್ಧನ್, ವೆಂಕಟರವಣಪ್ಪ ಮುಂತಾದವರಿದ್ದರು. xyxy=(895,620,1127,706)
paragraph: ಮೆಕಾನಿ ಮುಳಬಾಗಿಲು ತಾಲ್ಲೂಕಿನ ಮಾದಲಹಳ್ಳಿ ಗ್ರಾಮದ ಹಾಲು ಉತ್ಪಾದಕರ ಸಹಕಾರ ಸಂಘದ ಕಾರ್ಯದರ್ಶಿ ಜಿ.ನಾರಾಯಣಸ್ವಾಮಿ ಅವರ ಪುತ್ರಿಯಾದ ಎಂ.ಆಶಾ ಬೆಂಗಳೂರಿನ ಸರ್ಕಾರಿ ನರ್ಸಿಂಗ್ ಕಾಲೇಜಿನಲ್ಲಿ ಓದಿ ಪದವಿಯನ್ನು ಪೂರ್ಣಗೊಳಿಸಿ ಕಾಲೇಜು ಸಭಾಂಗಣದಲ್ಲಿ ನಡೆದ ಘಟಿಕೋತ್ಸವ ಕಾರ್ಯಕ್ರಮದಲ್ಲಿ ಪದಕವನ್ನು ಮುಡಿಗೇರಿಸಿಕೊಂಡಿದ್ದಾರೆ. xyxy=(1150,923,1526,964)
gold-24k-box xyxy=(1171,1267,1345,1360)
gold-medal-body xyxy=(1150,873,1526,1257)
gold-22k-title: ಚಿನ್ನ(22K) xyxy=(1031,1270,1119,1294)
masthead xyxy=(0,0,1556,108)
training-headline: ಆಧುನಿಕ ಕುರಿ, ಮೇಕೆ ಸಾಕಾಣಿಕೆ ತರಬೇತಿ xyxy=(49,1073,290,1095)
paragraph: ಭಾರತೀಯ ಕ್ರಿಕೆಟ್ ತಂಡದ ಸ್ಫೋಟಕ ಆಟಗಾರ ರಿಂಕು ಸಿಂಗ್, ಸಮಾಜವಾದಿ ಪಕ್ಷದ (SP) ಸಂಸದೆ ಪ್ರಿಯಾ ಸರೋಜ್ ಅವರನ್ನು ವಿವಾಹವಾಗಲಿದ್ದಾರೆ. ಈ ಜೋಡಿಯ ನಿಶ್ಚಿತಾರ್ಥ ಜೂನ್ 8 ರಂದು ಲಕ್ನೋದಲ್ಲಿ ನಡೆಯಲಿದ್ದು, ನವೆಂಬರ್ 18 ರಂದು ವಾರಣಾಸಿಯಲ್ಲಿರುವ ತಾಜ್ ಹೋಟೆಲ್ ನಲ್ಲಿ ವಿವಾಹ ನಡೆಯಲಿದೆ ಎಂದು ವರದಿಯಾಗಿದೆ. xyxy=(797,2034,1119,2074)
dateline: ಅಹಮದಾಬಾದ್: xyxy=(1136,2208,1186,2218)
left-story xyxy=(41,116,418,1058)
headline-line: ಡಾ.ಬಾಬು ಜಗಜೀವನ್ ರಾಮ್ xyxy=(49,130,269,155)
paragraph: ಸಿಂಗರ ಕಲಾವಿದರುಗಳ ತಮಿಳುನಾಡಿನಲ್ಲಿ ಕಮಲ್ ಹಾಸನ್ ರವರಿಗೆ ಬೆಂಬಲ ಸೂಚಿಸಿದ್ದಾರಂತೆ. ಆದರೆ ಕರ್ನಾಟಕದಲ್ಲಿರುವ ಕನ್ನಡದ ಕಲಾವಿದರುಗಳು ನಮ್ಮೊಡನೆ ಕೈ ಜೋಡಿಸಬೇಕಾಗಿದೆ. ಕಮಲ್ ಹಾಸನ್ ಕನ್ನಡದ ಬಗ್ಗೆ ಮಾತನಾಡಿರುವ ಮಾತು ತಮಿಳಿಗರ ಕನ್ನಡ ದ್ವೇಷದ ಪ್ರತೀಕವಾಗಿದೆ ಎಂದು ನಾಗರಾಜ್ ಆಕ್ರೋಶ ವ್ಯಕ್ತಪಡಿಸಿದರು. xyxy=(291,1567,529,1623)
left-story-body xyxy=(49,610,410,1052)
